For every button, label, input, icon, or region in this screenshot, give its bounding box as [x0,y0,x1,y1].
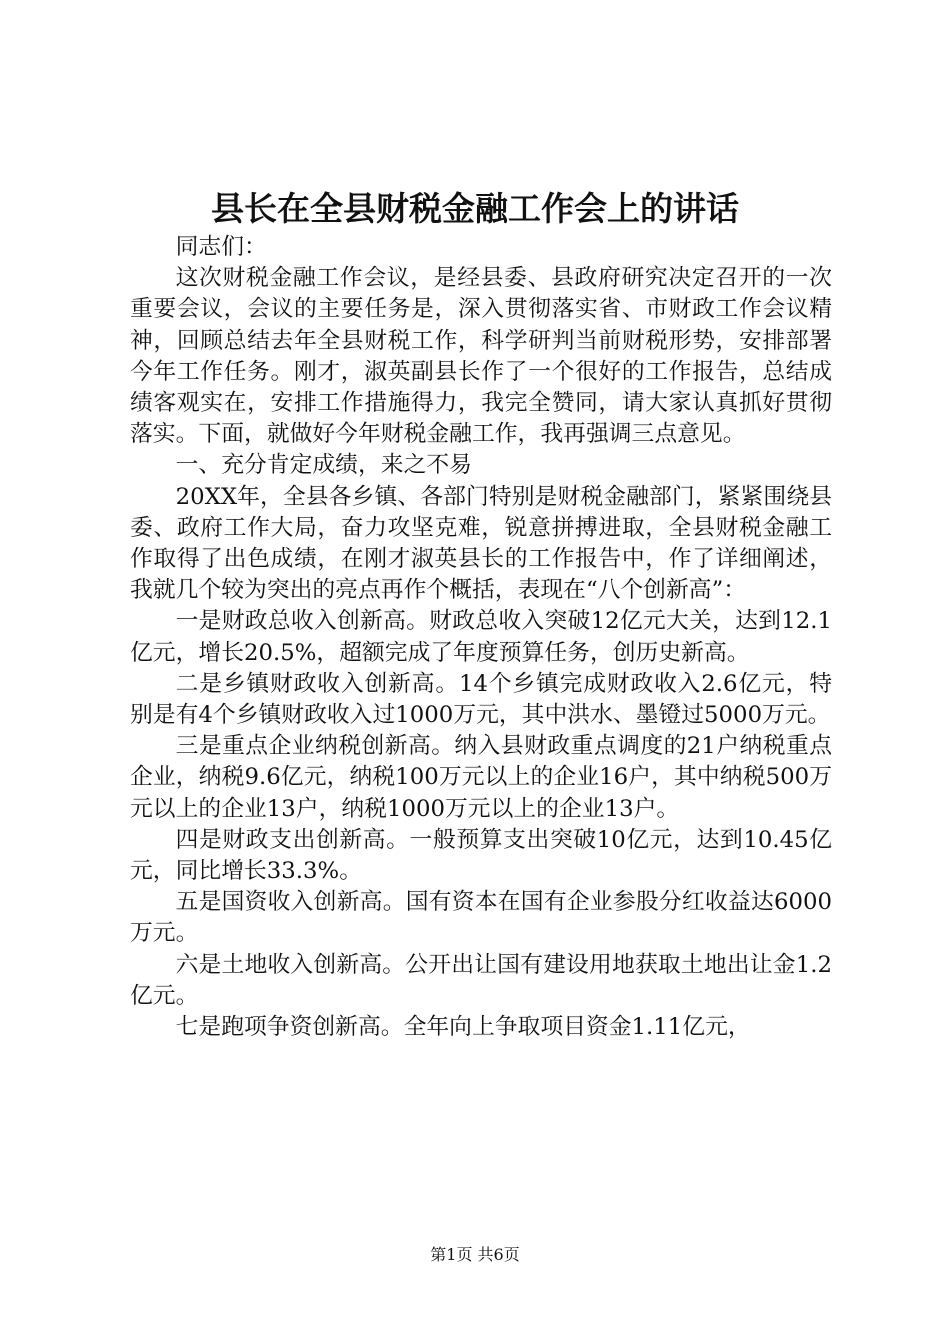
paragraph-point-2: 二是乡镇财政收入创新高。14个乡镇完成财政收入2.6亿元，特别是有4个乡镇财政收入过1000万元，其中洪水、墨镫过5000万元。 [130,670,832,729]
paragraph-overview: 20XX年，全县各乡镇、各部门特别是财税金融部门，紧紧围绕县委、政府工作大局，奋力攻坚克难，锐意拼搏进取，全县财税金融工作取得了出色成绩，在刚才淑英县长的工作报告中，作了详细阐述，我就几个较为突出的亮点再作个概括，表现在“八个创新高”： [130,483,832,604]
paragraph-point-3: 三是重点企业纳税创新高。纳入县财政重点调度的21户纳税重点企业，纳税9.6亿元，纳税100万元以上的企业16户，其中纳税500万元以上的企业13户，纳税1000万元以上的企业13户。 [130,733,832,822]
document-body [130,232,832,1043]
document-title: 县长在全县财税金融工作会上的讲话 [211,189,739,228]
paragraph-point-6: 六是土地收入创新高。公开出让国有建设用地获取土地出让金1.2亿元。 [130,951,832,1009]
salutation: 同志们： [175,234,267,260]
paragraph-point-5: 五是国资收入创新高。国有资本在国有企业参股分红收益达6000万元。 [130,889,832,947]
paragraph-point-7: 七是跑项争资创新高。全年向上争取项目资金1.11亿元， [175,1014,751,1041]
section-heading: 一、充分肯定成绩，来之不易 [175,452,472,479]
paragraph-intro: 这次财税金融工作会议，是经县委、县政府研究决定召开的一次重要会议，会议的主要任务是，深入贯彻落实省、市财政工作会议精神，回顾总结去年全县财税工作，科学研判当前财税形势，安排部署今年工作任务。刚才，淑英副县长作了一个很好的工作报告，总结成绩客观实在，安排工作措施得力，我完全赞同，请大家认真抓好贯彻落实。下面，就做好今年财税金融工作，我再强调三点意见。 [130,265,832,448]
paragraph-point-1: 一是财政总收入创新高。财政总收入突破12亿元大关，达到12.1亿元，增长20.5%，超额完成了年度预算任务，创历史新高。 [130,608,832,666]
paragraph-point-4: 四是财政支出创新高。一般预算支出突破10亿元，达到10.45亿元，同比增长33.3%。 [130,826,832,885]
page-number: 第1页 共6页 [430,1245,520,1264]
